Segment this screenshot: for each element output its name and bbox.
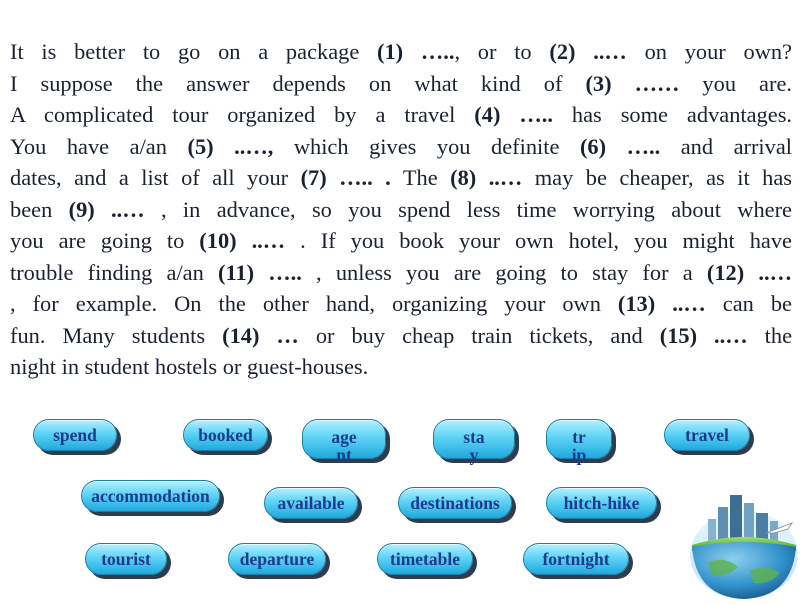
passage-text: , in advance, so you spend less time worrying about where <box>144 196 792 222</box>
word-timetable-button[interactable] <box>377 543 473 575</box>
blank-marker: (14) … <box>222 322 299 348</box>
passage-text: , or to <box>454 39 550 64</box>
word-label: spend <box>53 425 97 445</box>
blank-marker: (15) ..… <box>659 322 748 348</box>
passage-line <box>10 257 792 289</box>
passage-line <box>10 68 792 100</box>
blank-marker: (13) ..… <box>617 291 706 316</box>
blank-marker: (11) ….. <box>218 259 302 285</box>
passage-line <box>10 288 792 320</box>
word-label: tr ip <box>571 427 587 465</box>
word-label: sta y <box>463 427 485 465</box>
word-label: booked <box>198 425 253 445</box>
word-fortnight-button[interactable] <box>523 543 629 575</box>
word-label: timetable <box>390 549 460 569</box>
word-departure-button[interactable] <box>228 543 326 575</box>
exercise-passage <box>10 36 792 383</box>
passage-text: or buy cheap train tickets, and <box>298 322 660 348</box>
blank-marker: (9) ..… <box>68 196 145 222</box>
passage-text: A complicated tour organized by a travel <box>10 102 475 127</box>
passage-text: on your own? <box>626 39 792 64</box>
word-accommodation-button[interactable] <box>81 480 220 512</box>
blank-marker: (7) ….. . <box>300 165 391 190</box>
passage-text: which gives you definite <box>273 133 580 159</box>
passage-line <box>10 225 792 257</box>
passage-line <box>10 194 792 226</box>
word-label: accommodation <box>91 486 210 506</box>
passage-text: the <box>747 322 793 348</box>
passage-text: and arrival <box>660 133 792 159</box>
blank-marker: (3) …… <box>585 70 680 96</box>
passage-line <box>10 162 792 194</box>
word-stay-button[interactable] <box>433 419 515 465</box>
passage-line <box>10 351 792 383</box>
word-agent-button[interactable] <box>302 419 386 465</box>
word-label: departure <box>239 549 315 569</box>
passage-text: can be <box>705 291 792 316</box>
passage-text: night in student hostels or guest-houses. <box>10 354 369 379</box>
passage-line <box>10 99 792 131</box>
header-band <box>0 0 800 24</box>
word-booked-button[interactable] <box>183 419 268 451</box>
word-label: tourist <box>101 549 151 569</box>
word-label: fortnight <box>542 549 610 569</box>
passage-text: you are going to <box>10 228 200 253</box>
word-label: travel <box>685 425 729 445</box>
passage-line <box>10 131 792 163</box>
blank-marker: (10) ..… <box>199 228 286 253</box>
globe-city-icon <box>688 485 800 600</box>
passage-text: fun. Many students <box>10 322 223 348</box>
passage-text: I suppose the answer depends on what kind of <box>10 70 586 96</box>
passage-text: . If you book your own hotel, you might have <box>285 228 792 253</box>
blank-marker: (8) ..… <box>450 165 523 190</box>
word-label: age nt <box>331 427 357 465</box>
passage-text: has some advantages. <box>552 102 792 127</box>
passage-text: It is better to go on a package <box>10 39 378 64</box>
word-label: destinations <box>410 493 500 513</box>
word-tourist-button[interactable] <box>85 543 167 575</box>
word-destinations-button[interactable] <box>398 487 512 519</box>
passage-text: dates, and a list of all your <box>10 165 301 190</box>
word-trip-button[interactable] <box>546 419 612 465</box>
blank-marker: (1) ….. <box>377 39 455 64</box>
passage-text: You have a/an <box>10 133 188 159</box>
passage-text: been <box>10 196 69 222</box>
passage-text: trouble finding a/an <box>10 259 218 285</box>
blank-marker: (2) ..… <box>549 39 627 64</box>
word-label: hitch-hike <box>563 493 640 513</box>
blank-marker: (6) ….. <box>579 133 661 159</box>
passage-text: The <box>390 165 451 190</box>
word-label: available <box>277 493 345 513</box>
blank-marker: (5) ..…, <box>187 133 274 159</box>
passage-text: , unless you are going to stay for a <box>301 259 707 285</box>
word-spend-button[interactable] <box>33 419 117 451</box>
passage-text: may be cheaper, as it has <box>522 165 792 190</box>
passage-line <box>10 36 792 68</box>
word-hitch-hike-button[interactable] <box>546 487 657 519</box>
blank-marker: (12) ..… <box>706 259 792 285</box>
passage-text: you are. <box>679 70 792 96</box>
passage-line <box>10 320 792 352</box>
passage-text: , for example. On the other hand, organizing your own <box>10 291 618 316</box>
word-travel-button[interactable] <box>664 419 750 451</box>
blank-marker: (4) ….. <box>474 102 553 127</box>
word-available-button[interactable] <box>264 487 358 519</box>
